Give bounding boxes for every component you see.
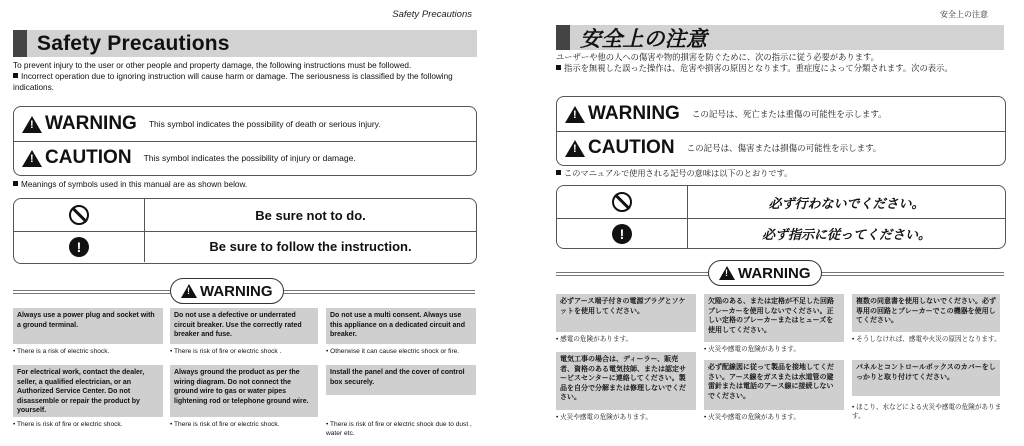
symbol-meaning-not-do: 必ず行わないでください。 (768, 195, 925, 211)
warning-card: 必ずアース端子付きの電源プラグとソケットを使用してください。 (556, 294, 696, 332)
caution-signal (565, 137, 675, 159)
warning-card: 必ず配線図に従って製品を接地してください。アース線をガスまたは水道管の避雷針または電話のアース線に接続しないでください。 (704, 360, 844, 410)
caution-row (14, 141, 476, 175)
warning-signal (565, 103, 680, 125)
mandatory-action-icon: ! (612, 224, 632, 244)
warning-triangle-icon (719, 266, 735, 280)
intro-line-2-text: Incorrect operation due to ignoring instruction will cause harm or damage. The seriousness is classified by the following indications. (13, 72, 453, 92)
warning-card: 電気工事の場合は、ディーラー、販売者、資格のある電気技師、または認定サービスセンターに連絡してください。製品を自分で分解または修理しないでください。 (556, 352, 696, 410)
warning-triangle-icon (22, 116, 42, 133)
symbol-table (556, 185, 1006, 249)
page-title: 安全上の注意 (580, 27, 708, 51)
symbol-meaning-not-do: Be sure not to do. (255, 207, 366, 223)
title-bar (13, 30, 477, 57)
warning-note: • そうしなければ、感電や火災の原因となります。 (852, 336, 1001, 343)
warning-note: • There is risk of fire or electric shock . (170, 348, 282, 355)
running-head: Safety Precautions (392, 9, 472, 20)
warning-row (557, 97, 1005, 132)
warning-note: • There is risk of fire or electric shock. (170, 421, 280, 428)
intro-text (556, 52, 1011, 74)
meanings-line (556, 168, 792, 179)
warning-card: For electrical work, contact the dealer, seller, a qualified electrician, or an Authorized Service Center. Do not disassemble or repair the product by yourself. (13, 365, 163, 417)
intro-line-2-text: 指示を無視した誤った操作は、危害や損害の原因となります。重症度によって分類されます。次の表示。 (564, 63, 953, 73)
intro-line-2 (13, 71, 475, 93)
title-bar (556, 25, 1004, 50)
caution-signal (22, 147, 132, 169)
japanese-page (546, 0, 1016, 446)
symbol-cell (14, 231, 145, 262)
warning-note: • 感電の危険があります。 (556, 336, 633, 343)
caution-description: This symbol indicates the possibility of injury or damage. (143, 153, 356, 163)
intro-line-1: ユーザーや他の人への傷害や物的損害を防ぐために、次の指示に従う必要があります。 (556, 52, 879, 62)
bullet-square-icon (13, 181, 18, 186)
symbol-row-mandatory (557, 218, 1005, 249)
warning-note: • 火災や感電の危険があります。 (704, 414, 800, 421)
page-title: Safety Precautions (37, 31, 230, 55)
warning-note: • Otherwise it can cause electric shock or fire. (326, 348, 460, 355)
warning-note: • ほこり、水などによる火災や感電の危険があります。 (852, 404, 1002, 420)
symbol-row-prohibit (557, 186, 1005, 219)
signal-word-box (556, 96, 1006, 166)
warning-note: • 火災や感電の危険があります。 (704, 346, 800, 353)
symbol-cell (557, 186, 688, 218)
warning-card: Always ground the product as per the wiring diagram. Do not connect the ground wire to gas or water pipes lightening rod or telephone ground wire. (170, 365, 318, 417)
warning-note: • There is risk of fire or electric shock. (13, 421, 123, 428)
meanings-text: このマニュアルで使用される記号の意味は以下のとおりです。 (564, 169, 793, 178)
caution-description: この記号は、傷害または損傷の可能性を示します。 (686, 143, 882, 153)
symbol-meaning-follow: Be sure to follow the instruction. (209, 239, 412, 254)
bullet-square-icon (13, 73, 18, 78)
symbol-row-prohibit (14, 199, 476, 232)
bullet-square-icon (556, 65, 561, 70)
warning-triangle-icon (565, 106, 585, 123)
warning-section-word: WARNING (200, 282, 273, 300)
warning-triangle-icon (181, 284, 197, 298)
bullet-square-icon (556, 170, 561, 175)
caution-row (557, 131, 1005, 165)
symbol-row-mandatory (14, 231, 476, 262)
warning-word: WARNING (45, 113, 137, 134)
caution-word: CAUTION (588, 137, 675, 158)
english-page (0, 0, 490, 446)
caution-word: CAUTION (45, 147, 132, 168)
symbol-cell (14, 199, 145, 231)
warning-section-heading (708, 260, 822, 286)
warning-note: • There is a risk of electric shock. (13, 348, 110, 355)
warning-card: 欠陥のある、または定格が不足した回路ブレーカーを使用しないでください。正しい定格のブレーカーまたはヒューズを使用してください。 (704, 294, 844, 342)
prohibition-icon (612, 192, 632, 212)
running-head: 安全上の注意 (940, 10, 988, 19)
warning-row (14, 107, 476, 142)
intro-line-2 (556, 63, 1011, 74)
title-block-marker (556, 25, 570, 50)
warning-card: Install the panel and the cover of control box securely. (326, 365, 476, 395)
prohibition-icon (69, 205, 89, 225)
warning-card: Always use a power plug and socket with a ground terminal. (13, 308, 163, 344)
warning-word: WARNING (588, 103, 680, 124)
warning-card: 複数の同意書を使用しないでください。必ず専用の回路とブレーカーでこの機器を使用してください。 (852, 294, 1000, 332)
warning-signal (22, 113, 137, 135)
symbol-meaning-follow: 必ず指示に従ってください。 (761, 227, 931, 242)
caution-triangle-icon (565, 140, 585, 157)
title-block-marker (13, 30, 27, 57)
warning-note: • There is risk of fire or electric shock due to dust , water etc. (326, 421, 472, 437)
mandatory-action-icon: ! (69, 237, 89, 257)
signal-word-box (13, 106, 477, 176)
warning-section-word: WARNING (738, 264, 811, 282)
warning-section-heading (170, 278, 284, 304)
warning-description: この記号は、死亡または重傷の可能性を示します。 (691, 109, 887, 119)
meanings-text: Meanings of symbols used in this manual are as shown below. (21, 180, 248, 189)
intro-text (13, 60, 475, 93)
symbol-table (13, 198, 477, 264)
symbol-cell (557, 218, 688, 249)
warning-description: This symbol indicates the possibility of death or serious injury. (148, 119, 381, 129)
warning-note: • 火災や感電の危険があります。 (556, 414, 652, 421)
warning-card: Do not use a multi consent. Always use this appliance on a dedicated circuit and breaker. (326, 308, 476, 344)
caution-triangle-icon (22, 150, 42, 167)
meanings-line (13, 180, 247, 189)
warning-card: パネルとコントロールボックスのカバーをしっかりと取り付けてください。 (852, 360, 1000, 396)
intro-line-1: To prevent injury to the user or other people and property damage, the following instructions must be followed. (13, 61, 412, 70)
warning-card: Do not use a defective or underrated circuit breaker. Use the correctly rated breaker and fuse. (170, 308, 318, 344)
